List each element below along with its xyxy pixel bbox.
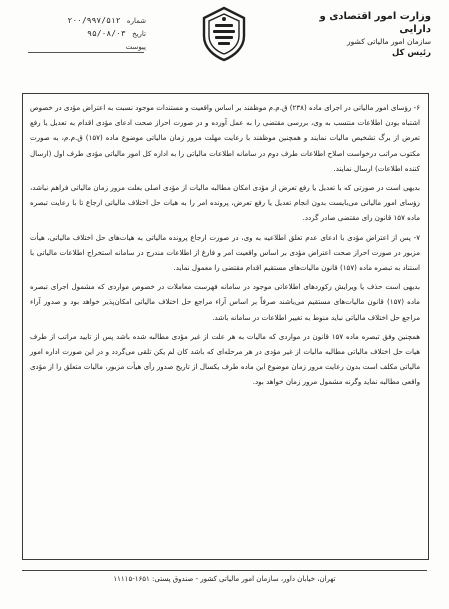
organization-block bbox=[291, 10, 431, 59]
date-label: تاریخ bbox=[132, 30, 146, 38]
organization-name: سازمان امور مالیاتی کشور bbox=[347, 37, 431, 46]
paragraph: بدیهی است در صورتی که با تعدیل یا رفع تعرض از مؤدی امکان مطالبه مالیات از مؤدی اصلی بعلت مرور زمان مالیاتی فراهم نباشد، رؤسای امور مالیاتی می‌بایست بدون انجام تعدیل یا رفع تعرض، پرونده امر را به هیات حل اختلاف مالیاتی ارجاع تا با رعایت تبصره ماده ۱۵۷ قانون رای مقتضی صادر گردد. bbox=[30, 183, 420, 223]
meta-divider bbox=[28, 52, 144, 53]
footer-address: تهران، خیابان داور، سازمان امور مالیاتی کشور - صندوق پستی: ۱۶۵۱-۱۱۱۱۵ bbox=[113, 575, 336, 583]
ministry-name: وزارت امور اقتصادی و دارایی bbox=[319, 11, 431, 35]
paragraph: ۷- پس از اعتراض مؤدی با ادعای عدم تعلق اطلاعیه به وی، در صورت ارجاع پرونده مالیاتی به هیات‌های حل اختلاف مالیاتی، هیأت مزبور در صورت احراز صحت اعتراض مؤدی بر اساس واقعیت امر و فارغ از اطلاعات مندرج در سامانه استخراج اطلاعات مالیاتی با استناد به تبصره ماده (۱۵۷) قانون مالیات‌های مستقیم اقدام مقتضی را معمول نماید. bbox=[30, 232, 420, 273]
date-value: ۹۵/۰۸/۰۳ bbox=[87, 29, 126, 38]
office-title: رئیس کل bbox=[391, 48, 431, 58]
emblem-logo-icon bbox=[200, 6, 248, 62]
paragraph: همچنین وفق تبصره ماده ۱۵۷ قانون در مواردی که مالیات به هر علت از غیر مؤدی مطالبه شده باشد پس از تایید مراتب از طرف هیات حل اختلاف مالیاتی مطالبه مالیات از غیر مؤدی در هر مرحله‌ای که باشد کان لم یکن تلقی می‌گردد و در این صورت اداره امور مالیاتی مکلف است بدون رعایت مرور زمان موضوع این ماده طرف یکسال از تاریخ صدور رأی هیأت مزبور، مالیات متعلق را از مؤدی واقعی مطالبه نماید وگرنه مشمول مرور زمان خواهد بود. bbox=[30, 331, 420, 387]
letter-number-row bbox=[26, 14, 146, 27]
attachment-label: پیوست bbox=[125, 43, 146, 51]
letter-body bbox=[30, 100, 420, 550]
letter-date-row bbox=[26, 27, 146, 40]
letter-meta bbox=[26, 14, 146, 53]
number-label: شماره bbox=[126, 17, 146, 25]
footer-divider bbox=[22, 570, 427, 571]
number-value: ۲۰۰/۹۹۷/۵۱۲ bbox=[67, 16, 121, 25]
letterhead bbox=[0, 0, 449, 70]
paragraph: ۶- رؤسای امور مالیاتی در اجرای ماده (۲۳۸) ق.م.م موظفند بر اساس واقعیت و مستندات موجود نسبت به اعتراض مؤدی در خصوص اشتباه بودن اطلاعات منتسب به وی، بررسی مقتضی را به عمل آورده و در صورت احراز صحت ادعای مؤدی اقدام به تعدیل یا رفع تعرض از برگ تشخیص مالیات نمایند و همچنین موظفند با رعایت مهلت مرور زمان مالیاتی موضوع ماده (۱۵۷) ق.م.م، به صورت مکتوب مراتب درخواست اصلاح اطلاعات طرف دوم در سامانه اطلاعات مالیاتی را به اداره کل امور مالیاتی مؤدی طرف اول (ارسال کننده اطلاعات) ارسال نمایند. bbox=[30, 103, 421, 173]
paragraph: بدیهی است حذف یا ویرایش رکوردهای اطلاعاتی موجود در سامانه فهرست معاملات در خصوص مواردی که مشمول اجرای تبصره ماده (۱۵۷) قانون مالیات‌های مستقیم می‌باشند صرفاً بر اساس آراء مراجع حل اختلاف مالیاتی امکان‌پذیر خواهد بود و صدور آراء مراجع حل اختلاف مالیاتی نباید منوط به تغییر اطلاعات در سامانه باشد. bbox=[30, 282, 420, 322]
